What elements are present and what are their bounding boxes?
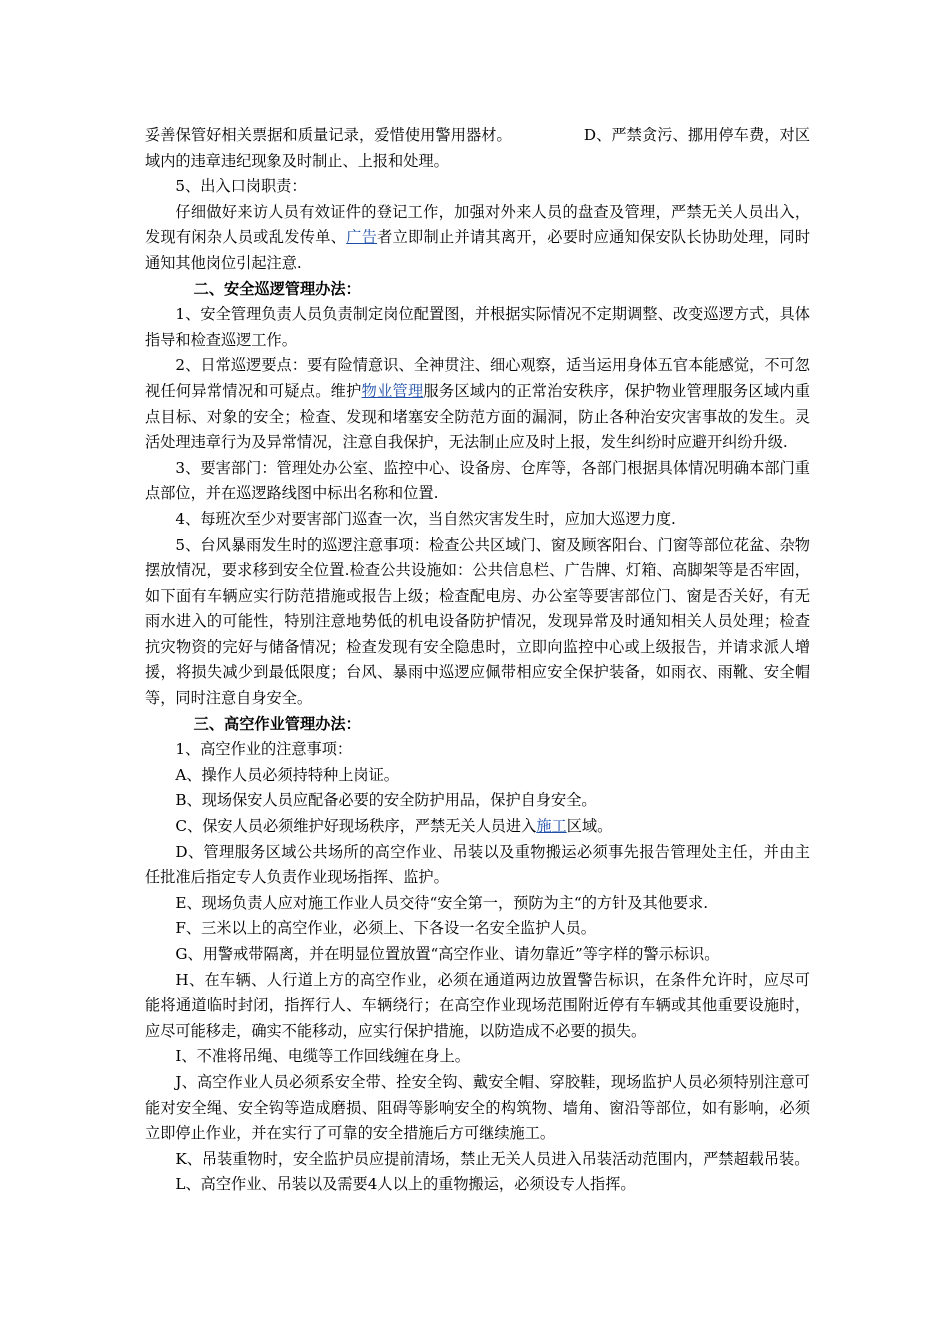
list-item-k: K、吊装重物时，安全监护员应提前清场，禁止无关人员进入吊装活动范围内，严禁超载吊装。 [175, 1149, 810, 1168]
paragraph-entrance-duty [145, 200, 810, 277]
subheading-entrance-duty: 5、出入口岗职责： [175, 177, 307, 196]
paragraph-text: C、保安人员必须维护好现场秩序，严禁无关人员进入 [175, 817, 537, 836]
paragraph-patrol-1: 1、安全管理负责人员负责制定岗位配置图，并根据实际情况不定期调整、改变巡逻方式，具体指导和检查巡逻工作。 [145, 305, 810, 349]
list-item-g: G、用警戒带隔离，并在明显位置放置“高空作业、请勿靠近”等字样的警示标识。 [175, 945, 720, 963]
list-item-b: B、现场保安人员应配备必要的安全防护用品，保护自身安全。 [175, 791, 597, 810]
list-item-e: E、现场负责人应对施工作业人员交待“安全第一，预防为主“的方针及其他要求. [175, 893, 709, 912]
paragraph-text: 服务区域内的正常治安秩序，保护物业管理服务区域内重点目标、对象的安全；检查、发现和堵塞安全防范方面的漏洞，防止各种治安灾害事故的发生。灵活处理违章行为及异常情况，注意自我保护，无法制止应及时上报，发生纠纷时应避开纠纷升级. [145, 381, 811, 452]
paragraph-text: 妥善保管好相关票据和质量记录，爱惜使用警用器材。 [145, 126, 512, 144]
link-advertisement[interactable]: 广告 [346, 228, 378, 247]
paragraph-patrol-5: 5、台风暴雨发生时的巡逻注意事项：检查公共区域门、窗及顾客阳台、门窗等部位花盆、杂物摆放情况，要求移到安全位置.检查公共设施如：公共信息栏、广告牌、灯箱、高脚架等是否牢固，如下面有车辆应实行防范措施或报告上级；检查配电房、办公室等要害部位门、窗是否关好，有无雨水进入的可能性，特别注意地势低的机电设备防护情况，发现异常及时通知相关人员处理；检查抗灾物资的完好与储备情况；检查发现有安全隐患时，立即向监控中心或上级报告，并请求派人增援，将损失减少到最低限度；台风、暴雨中巡逻应佩带相应安全保护装备，如雨衣、雨靴、安全帽等，同时注意自身安全。 [145, 535, 810, 708]
section-heading-patrol: 二、安全巡逻管理办法： [193, 279, 361, 298]
list-item-l: L、高空作业、吊装以及需要4人以上的重物搬运，必须设专人指挥。 [175, 1175, 636, 1194]
paragraph-patrol-2 [145, 353, 810, 455]
list-item-i: I、不准将吊绳、电缆等工作回线缠在身上。 [175, 1047, 470, 1066]
paragraph-text: D、严禁贪污、挪用停车费，对区域内的违章违纪现象及时制止、上报和处理。 [145, 126, 811, 170]
paragraph-text: 2、日常巡逻要点：要有险情意识、全神贯注、细心观察，适当运用身体五官本能感觉，不可忽视任何异常情况和可疑点。维护 [145, 356, 810, 400]
link-construction[interactable]: 施工 [536, 817, 567, 836]
paragraph-patrol-4: 4、每班次至少对要害部门巡查一次，当自然灾害发生时，应加大巡逻力度. [175, 509, 676, 528]
list-item-h: H、在车辆、人行道上方的高空作业，必须在通道两边放置警告标识，在条件允许时，应尽可能将通道临时封闭，指挥行人、车辆绕行；在高空作业现场范围附近停有车辆或其他重要设施时，应尽可能移走，确实不能移动，应实行保护措施，以防造成不必要的损失。 [145, 970, 810, 1040]
document-page [145, 123, 810, 1198]
section-heading-high-altitude: 三、高空作业管理办法： [193, 714, 361, 733]
paragraph-text: 者立即制止并请其离开，必要时应通知保安队长协助处理，同时通知其他岗位引起注意. [145, 228, 811, 272]
subheading-high-altitude-notes: 1、高空作业的注意事项： [175, 740, 353, 759]
list-item-d: D、管理服务区域公共场所的高空作业、吊装以及重物搬运必须事先报告管理处主任，并由主任批准后指定专人负责作业现场指挥、监护。 [145, 842, 810, 887]
paragraph-duty-continued [145, 123, 810, 174]
list-item-c [145, 814, 810, 840]
list-item-a: A、操作人员必须持特种上岗证。 [175, 765, 399, 784]
paragraph-patrol-3: 3、要害部门：管理处办公室、监控中心、设备房、仓库等，各部门根据具体情况明确本部门重点部位，并在巡逻路线图中标出名称和位置. [145, 458, 810, 503]
paragraph-text: 区域。 [566, 817, 613, 836]
list-item-f: F、三米以上的高空作业，必须上、下各设一名安全监护人员。 [175, 919, 596, 938]
list-item-j: J、高空作业人员必须系安全带、拴安全钩、戴安全帽、穿胶鞋，现场监护人员必须特别注意可能对安全绳、安全钩等造成磨损、阻碍等影响安全的构筑物、墙角、窗沿等部位，如有影响，必须立即停止作业，并在实行了可靠的安全措施后方可继续施工。 [145, 1072, 810, 1143]
link-property-management[interactable]: 物业管理 [361, 381, 424, 400]
paragraph-text: 仔细做好来访人员有效证件的登记工作，加强对外来人员的盘查及管理，严禁无关人员出入，发现有闲杂人员或乱发传单、 [145, 202, 810, 247]
